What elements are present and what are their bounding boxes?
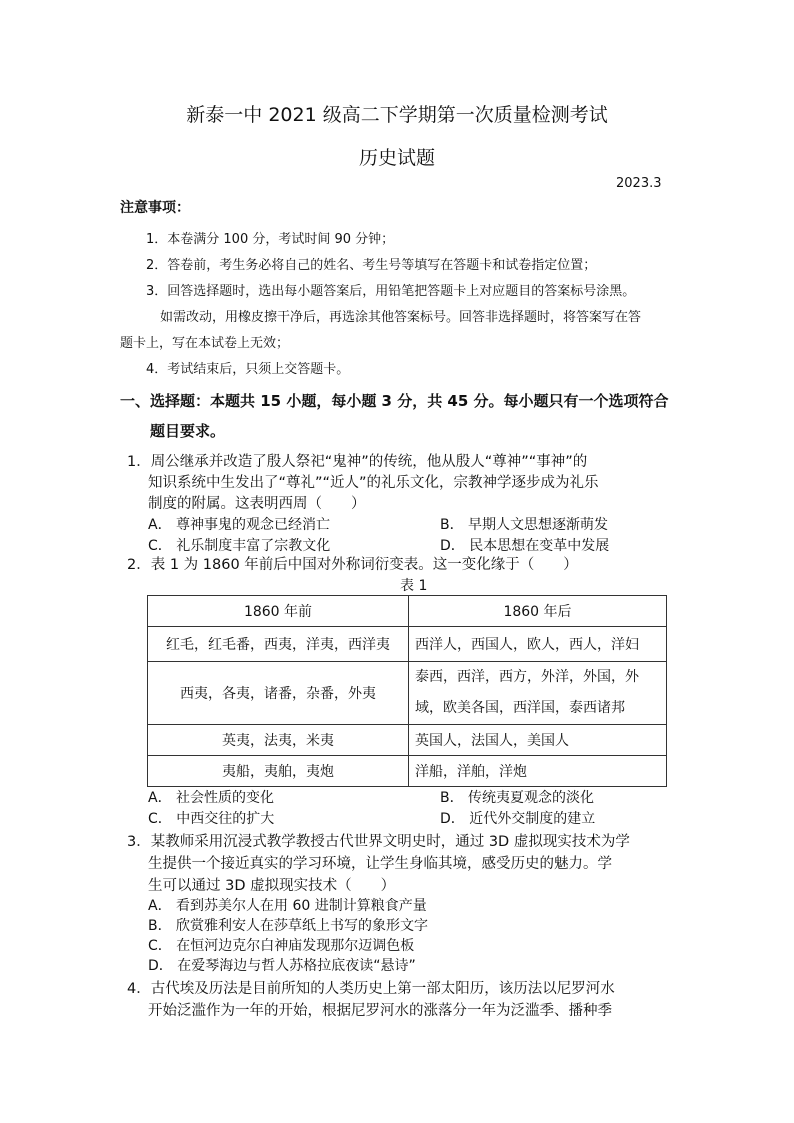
table-cell: 英夷，法夷，米夷 xyxy=(148,725,409,756)
q3-stem-line1: 3．某教师采用沉浸式教学教授古代世界文明史时，通过 3D 虚拟现实技术为学 xyxy=(127,834,630,850)
q3-option-a: A． 看到苏美尔人在用 60 进制计算粮食产量 xyxy=(148,898,427,914)
notice-item-3-line2: 如需改动，用橡皮擦干净后，再选涂其他答案标号。回答非选择题时，将答案写在答 xyxy=(160,310,642,325)
q1-stem-line3: 制度的附属。这表明西周（ ） xyxy=(148,496,366,512)
q1-option-d: D． 民本思想在变革中发展 xyxy=(440,538,610,554)
table-header-cell: 1860 年前 xyxy=(148,596,409,627)
exam-title: 新泰一中 2021 级高二下学期第一次质量检测考试 xyxy=(186,104,608,126)
table-cell: 英国人，法国人，美国人 xyxy=(409,725,667,756)
q2-option-b: B． 传统夷夏观念的淡化 xyxy=(440,790,595,806)
q3-stem-line2: 生提供一个接近真实的学习环境，让学生身临其境，感受历史的魅力。学 xyxy=(148,856,612,872)
table-caption: 表 1 xyxy=(400,578,428,594)
table-header-row xyxy=(148,596,667,627)
table-header-cell: 1860 年后 xyxy=(409,596,667,627)
q2-stem: 2．表 1 为 1860 年前后中国对外称词衍变表。这一变化缘于（ ） xyxy=(127,557,578,573)
q3-option-c: C． 在恒河边克尔白神庙发现那尔迈调色板 xyxy=(148,938,415,954)
table-row xyxy=(148,662,667,725)
table-cell xyxy=(409,662,667,725)
q1-option-b: B． 早期人文思想逐渐萌发 xyxy=(440,517,609,533)
subject-title: 历史试题 xyxy=(358,147,435,169)
table-row xyxy=(148,627,667,662)
q2-option-d: D． 近代外交制度的建立 xyxy=(440,811,596,827)
q2-option-a: A． 社会性质的变化 xyxy=(148,790,275,806)
notice-heading: 注意事项： xyxy=(120,200,190,216)
q3-option-b: B． 欣赏雅利安人在莎草纸上书写的象形文字 xyxy=(148,918,429,934)
q1-stem-line1: 1．周公继承并改造了殷人祭祀“鬼神”的传统，他从殷人“尊神”“事神”的 xyxy=(127,454,588,470)
table-cell-line: 域，欧美各国，西洋国，泰西诸邦 xyxy=(415,700,625,716)
term-table xyxy=(147,595,667,787)
notice-item-4: 4．考试结束后，只须上交答题卡。 xyxy=(146,362,350,377)
q4-stem-line2: 开始泛滥作为一年的开始，根据尼罗河水的涨落分一年为泛滥季、播种季 xyxy=(148,1003,612,1019)
table-cell: 夷船，夷舶，夷炮 xyxy=(148,756,409,787)
exam-date: 2023.3 xyxy=(616,176,662,191)
table-cell-line: 泰西，西洋，西方，外洋，外国，外 xyxy=(415,669,639,685)
q3-stem-line3: 生可以通过 3D 虚拟现实技术（ ） xyxy=(148,878,396,894)
table-row xyxy=(148,725,667,756)
notice-item-2: 2．答卷前，考生务必将自己的姓名、考生号等填写在答题卡和试卷指定位置； xyxy=(146,258,597,273)
section-heading-line2: 题目要求。 xyxy=(150,422,226,440)
q3-option-d: D． 在爱琴海边与哲人苏格拉底夜读“悬诗” xyxy=(148,958,416,974)
table-cell: 红毛，红毛番，西夷，洋夷，西洋夷 xyxy=(148,627,409,662)
table-cell: 洋船，洋舶，洋炮 xyxy=(409,756,667,787)
q1-option-a: A． 尊神事鬼的观念已经消亡 xyxy=(148,517,331,533)
notice-item-3-line1: 3．回答选择题时，选出每小题答案后，用铅笔把答题卡上对应题目的答案标号涂黑。 xyxy=(146,284,636,299)
q2-option-c: C． 中西交往的扩大 xyxy=(148,811,275,827)
section-heading-line1: 一、选择题：本题共 15 小题，每小题 3 分，共 45 分。每小题只有一个选项符合 xyxy=(120,392,669,410)
table-cell: 西洋人，西国人，欧人，西人，洋妇 xyxy=(409,627,667,662)
notice-item-1: 1．本卷满分 100 分，考试时间 90 分钟； xyxy=(146,232,395,247)
notice-item-3-line3: 题卡上，写在本试卷上无效； xyxy=(120,336,290,351)
table-row xyxy=(148,756,667,787)
q1-stem-line2: 知识系统中生发出了“尊礼”“近人”的礼乐文化，宗教神学逐步成为礼乐 xyxy=(148,475,599,491)
q4-stem-line1: 4．古代埃及历法是目前所知的人类历史上第一部太阳历，该历法以尼罗河水 xyxy=(127,981,615,997)
q1-option-c: C． 礼乐制度丰富了宗教文化 xyxy=(148,538,331,554)
table-cell: 西夷，各夷，诸番，杂番，外夷 xyxy=(148,662,409,725)
